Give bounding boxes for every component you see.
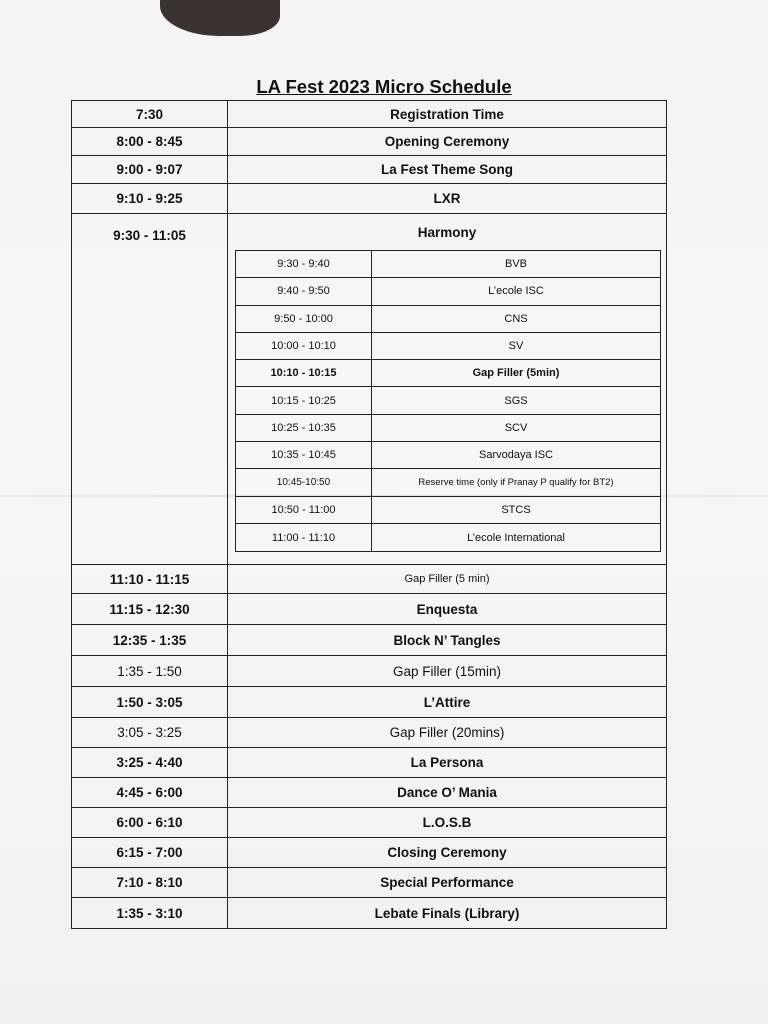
event-cell: Registration Time xyxy=(390,106,504,122)
sub-time: 10:45-10:50 xyxy=(236,469,372,495)
harmony-row xyxy=(72,214,666,565)
sub-time: 10:35 - 10:45 xyxy=(236,442,372,468)
table-row xyxy=(72,565,666,594)
table-row xyxy=(72,594,666,625)
sub-time: 10:10 - 10:15 xyxy=(236,360,372,386)
sub-team: SV xyxy=(508,340,524,353)
sub-row xyxy=(236,333,660,360)
time-cell: 11:15 - 12:30 xyxy=(72,594,228,624)
table-row xyxy=(72,898,666,928)
time-cell: 11:10 - 11:15 xyxy=(72,565,228,593)
time-cell: 1:50 - 3:05 xyxy=(72,687,228,717)
event-cell: Lebate Finals (Library) xyxy=(374,905,520,921)
sub-team: Gap Filler (5min) xyxy=(472,367,560,380)
time-cell: 9:10 - 9:25 xyxy=(72,184,228,213)
event-cell: LXR xyxy=(433,191,461,206)
table-row xyxy=(72,687,666,718)
sub-team: Reserve time (only if Pranay P qualify for BT2) xyxy=(418,477,614,489)
time-cell: 3:25 - 4:40 xyxy=(72,748,228,777)
event-cell: La Persona xyxy=(410,755,484,770)
sub-time: 10:50 - 11:00 xyxy=(236,497,372,523)
page-title: LA Fest 2023 Micro Schedule xyxy=(256,76,512,97)
sub-team: L’ecole ISC xyxy=(488,285,544,298)
table-row xyxy=(72,718,666,748)
sub-row xyxy=(236,524,660,551)
event-cell: Block N’ Tangles xyxy=(393,632,501,648)
event-cell: Closing Ceremony xyxy=(387,845,507,860)
time-cell: 3:05 - 3:25 xyxy=(72,718,228,747)
table-row xyxy=(72,128,666,156)
event-cell: Opening Ceremony xyxy=(384,134,510,149)
sub-row xyxy=(236,497,660,524)
time-cell: 6:00 - 6:10 xyxy=(72,808,228,837)
sub-time: 9:40 - 9:50 xyxy=(236,278,372,304)
table-row xyxy=(72,748,666,778)
sub-row xyxy=(236,306,660,333)
sub-team: SGS xyxy=(504,394,528,407)
table-row xyxy=(72,868,666,898)
time-cell: 12:35 - 1:35 xyxy=(72,625,228,655)
event-cell: L.O.S.B xyxy=(422,815,472,830)
sub-team: SCV xyxy=(504,421,528,434)
time-cell: 7:30 xyxy=(72,101,228,127)
sub-team: CNS xyxy=(504,312,528,325)
table-row xyxy=(72,656,666,687)
sub-row xyxy=(236,469,660,496)
time-cell: 9:30 - 11:05 xyxy=(72,214,228,564)
harmony-subtable xyxy=(235,250,661,552)
sub-time: 11:00 - 11:10 xyxy=(236,524,372,551)
sub-team: L’ecole International xyxy=(467,531,565,544)
event-cell: Dance O’ Mania xyxy=(397,785,497,800)
sub-row xyxy=(236,251,660,278)
event-cell: Gap Filler (15min) xyxy=(392,663,502,679)
time-cell: 7:10 - 8:10 xyxy=(72,868,228,897)
table-row xyxy=(72,838,666,868)
sub-team: STCS xyxy=(501,503,531,516)
time-cell: 4:45 - 6:00 xyxy=(72,778,228,807)
sub-row xyxy=(236,360,660,387)
sub-time: 9:30 - 9:40 xyxy=(236,251,372,277)
sub-time: 10:00 - 10:10 xyxy=(236,333,372,359)
table-row xyxy=(72,625,666,656)
time-cell: 8:00 - 8:45 xyxy=(72,128,228,155)
event-cell: Gap Filler (5 min) xyxy=(404,573,490,585)
event-cell: La Fest Theme Song xyxy=(380,162,514,177)
time-cell: 9:00 - 9:07 xyxy=(72,156,228,183)
sub-time: 10:15 - 10:25 xyxy=(236,387,372,413)
sub-row xyxy=(236,278,660,305)
table-row xyxy=(72,184,666,214)
table-row xyxy=(72,808,666,838)
sub-row xyxy=(236,442,660,469)
table-row xyxy=(72,778,666,808)
harmony-title: Harmony xyxy=(417,225,477,240)
sub-time: 9:50 - 10:00 xyxy=(236,306,372,332)
time-cell: 1:35 - 1:50 xyxy=(72,656,228,686)
sub-team: Sarvodaya ISC xyxy=(479,449,553,462)
sub-row xyxy=(236,387,660,414)
event-cell: Gap Filler (20mins) xyxy=(389,725,505,740)
sub-time: 10:25 - 10:35 xyxy=(236,415,372,441)
table-row xyxy=(72,101,666,128)
photo-shadow xyxy=(160,0,280,36)
sub-row xyxy=(236,415,660,442)
schedule-table xyxy=(71,100,667,929)
event-cell: Enquesta xyxy=(416,601,478,617)
sub-team: BVB xyxy=(504,258,527,271)
table-row xyxy=(72,156,666,184)
time-cell: 1:35 - 3:10 xyxy=(72,898,228,928)
time-cell: 6:15 - 7:00 xyxy=(72,838,228,867)
harmony-section xyxy=(228,214,666,564)
event-cell: Special Performance xyxy=(380,875,514,890)
event-cell: L’Attire xyxy=(423,694,471,710)
